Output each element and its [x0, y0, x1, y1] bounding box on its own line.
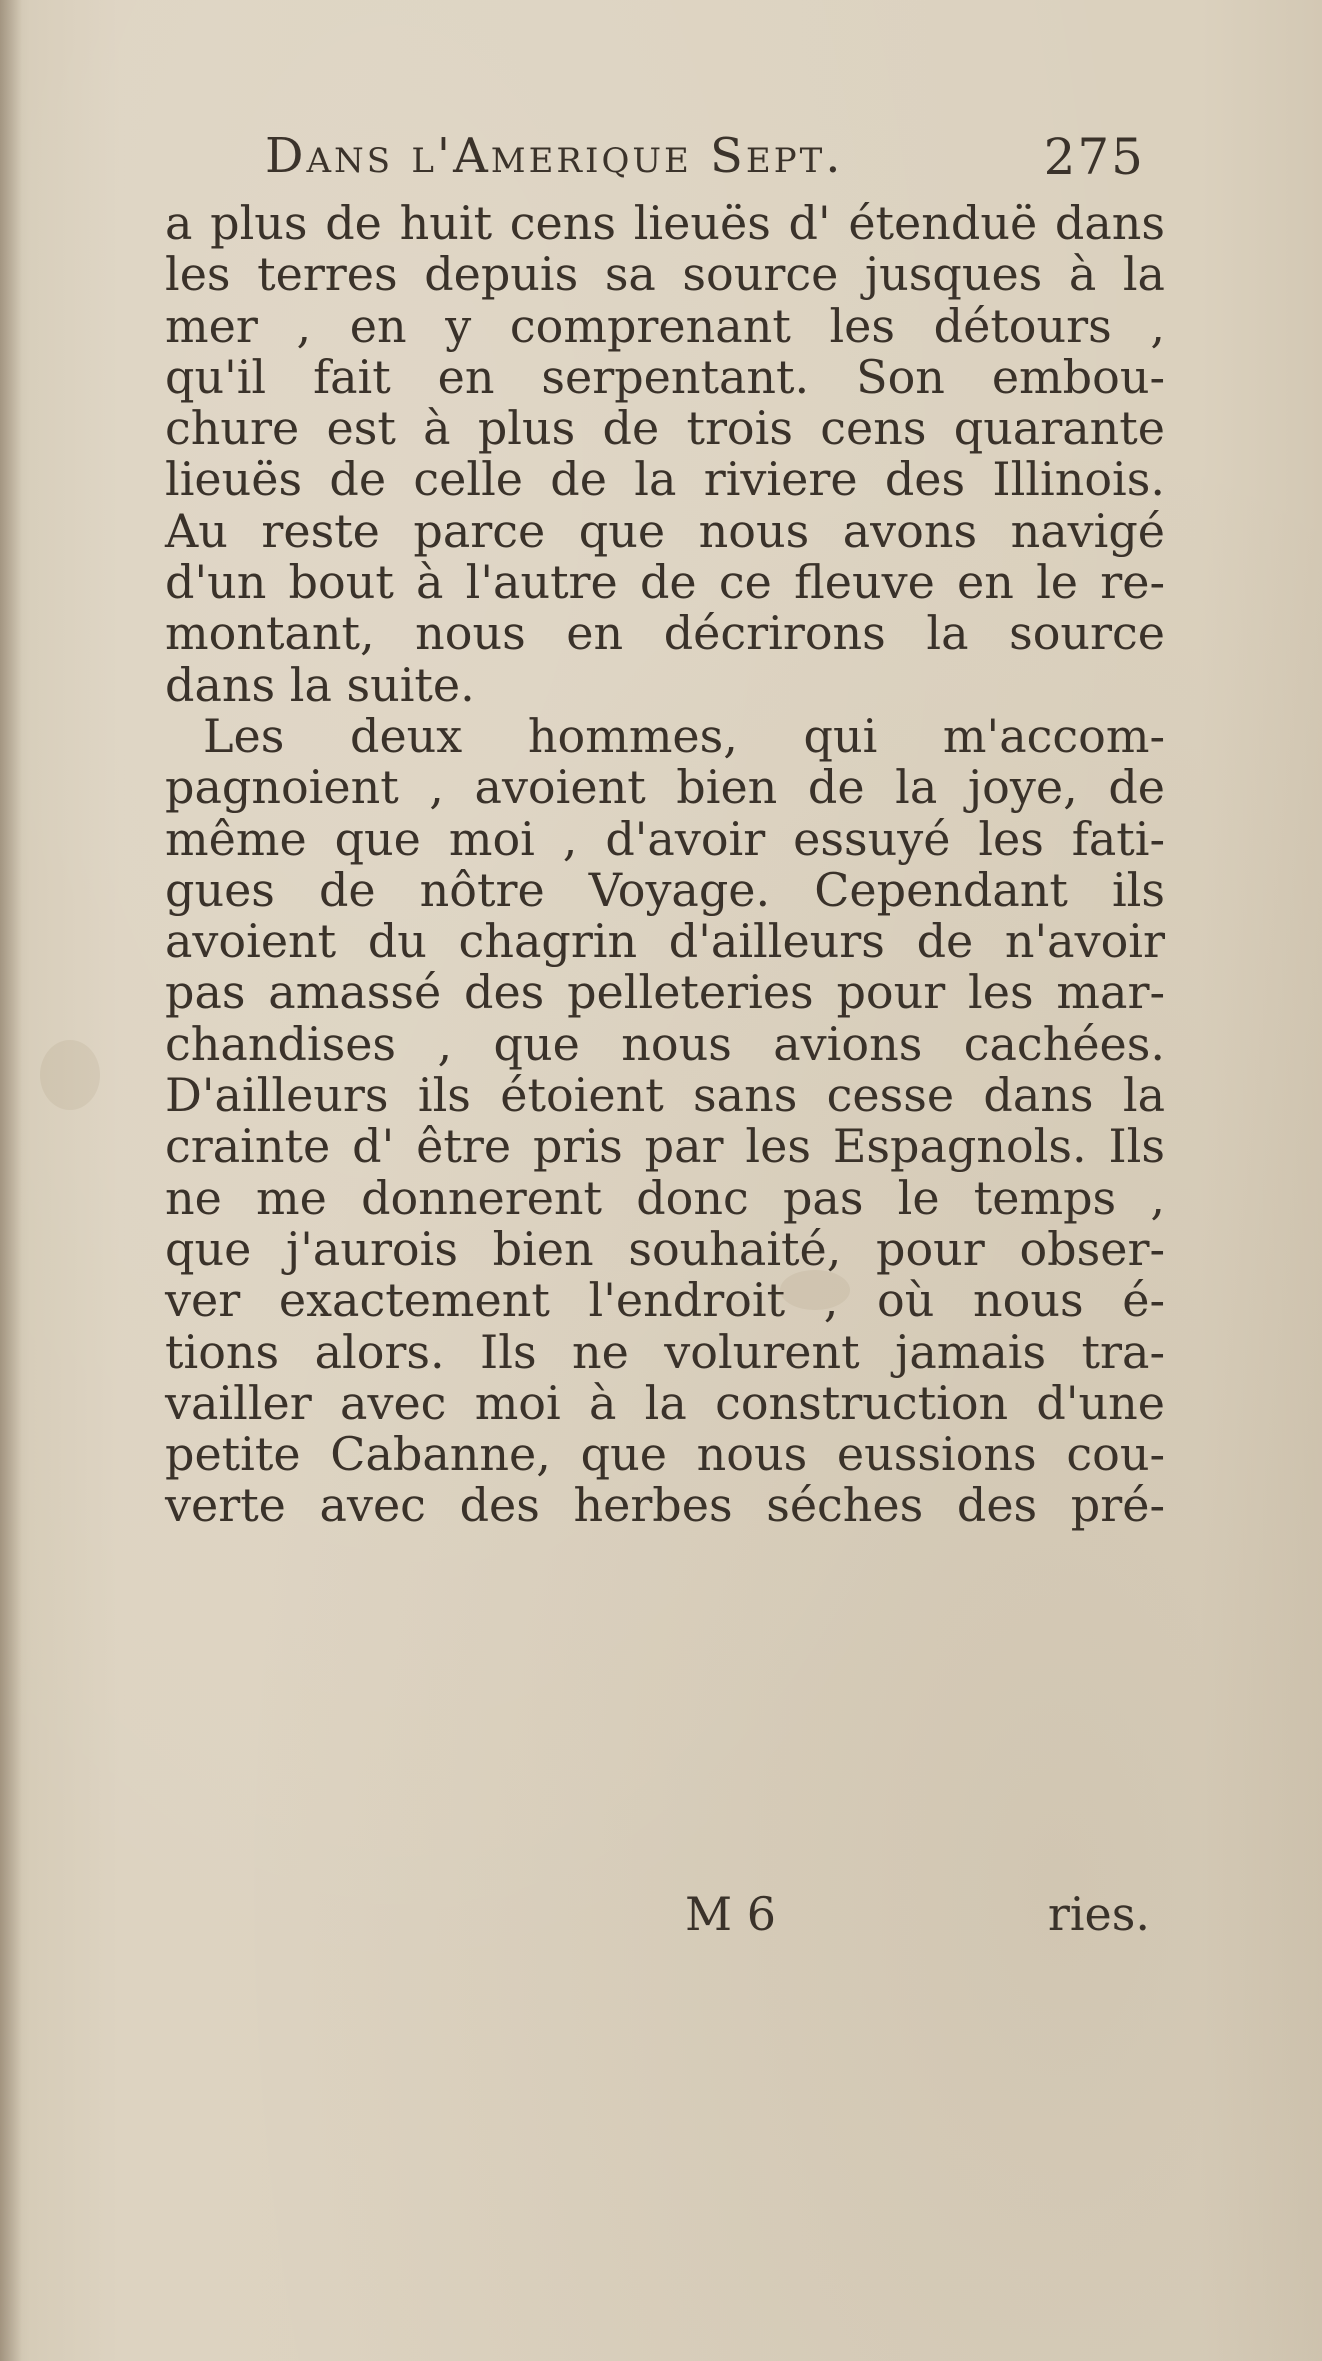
- text-line: crainte d' être pris par les Espagnols. Ils: [165, 1119, 1165, 1174]
- catchword: ries.: [1047, 1887, 1150, 1941]
- text-line: vailler avec moi à la construction d'une: [165, 1375, 1165, 1430]
- page-footer: [165, 1887, 1165, 1947]
- text-line: que j'aurois bien souhaité, pour obser-: [165, 1221, 1165, 1276]
- paragraph-1: [165, 198, 1165, 711]
- running-title: Dans l'Amerique Sept.: [265, 128, 844, 184]
- text-line: Les deux hommes, qui m'accom-: [203, 708, 1165, 763]
- text-line: ver exactement l'endroit , où nous é-: [165, 1273, 1165, 1328]
- text-line: petite Cabanne, que nous eussions cou-: [165, 1427, 1165, 1482]
- paragraph-2: [165, 708, 1165, 1533]
- text-line: chure est à plus de trois cens quarante: [165, 401, 1165, 456]
- body-text: [165, 198, 1165, 1532]
- text-line: avoient du chagrin d'ailleurs de n'avoir: [165, 914, 1165, 969]
- page-number: 275: [1043, 128, 1145, 186]
- text-line: chandises , que nous avions cachées.: [165, 1016, 1165, 1071]
- text-line: lieuës de celle de la riviere des Illinois.: [165, 452, 1165, 507]
- text-line: ne me donnerent donc pas le temps ,: [165, 1170, 1165, 1225]
- text-line: montant, nous en décrirons la source: [165, 606, 1165, 661]
- text-line: Au reste parce que nous avons navigé: [165, 503, 1165, 558]
- text-line: verte avec des herbes séches des pré-: [165, 1478, 1165, 1533]
- spine-shadow: [0, 0, 22, 2361]
- paper-stain: [40, 1040, 100, 1110]
- text-line: pas amassé des pelleteries pour les mar-: [165, 965, 1165, 1020]
- text-line: qu'il fait en serpentant. Son embou-: [165, 349, 1165, 404]
- signature-mark: M 6: [685, 1887, 776, 1941]
- running-header: [265, 128, 1145, 198]
- text-line: dans la suite.: [165, 657, 475, 712]
- text-line: tions alors. Ils ne volurent jamais tra-: [165, 1324, 1165, 1379]
- text-line: gues de nôtre Voyage. Cependant ils: [165, 862, 1165, 917]
- text-line: les terres depuis sa source jusques à la: [165, 247, 1165, 302]
- text-line: D'ailleurs ils étoient sans cesse dans la: [165, 1068, 1165, 1123]
- text-line: pagnoient , avoient bien de la joye, de: [165, 760, 1165, 815]
- text-line: d'un bout à l'autre de ce fleuve en le re-: [165, 555, 1165, 610]
- text-line: a plus de huit cens lieuës d' étenduë dans: [165, 196, 1165, 250]
- text-line: même que moi , d'avoir essuyé les fati-: [165, 811, 1165, 866]
- text-line: mer , en y comprenant les détours ,: [165, 298, 1165, 353]
